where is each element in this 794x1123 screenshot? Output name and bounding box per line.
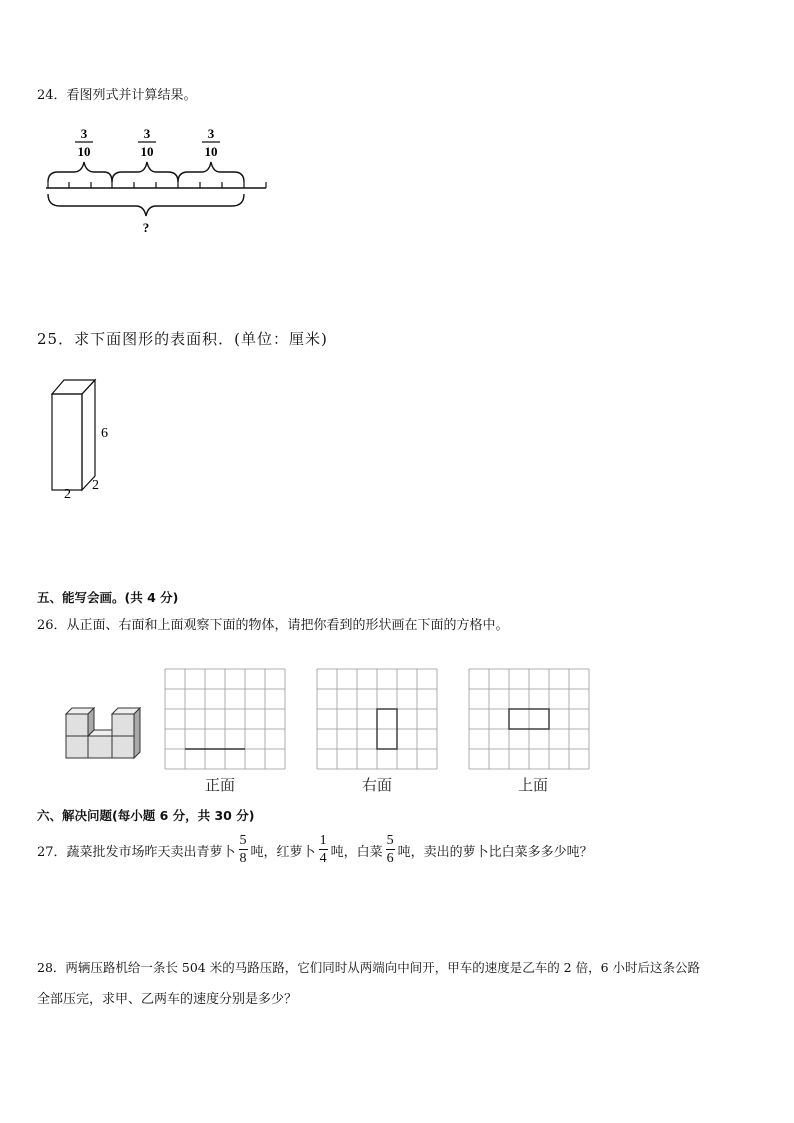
q27-part2: 吨，红萝卜 bbox=[250, 844, 316, 860]
question-28-line2: 全部压完，求甲、乙两车的速度分别是多少？ bbox=[37, 992, 298, 1007]
section-6-title: 六、解决问题(每小题 6 分，共 30 分) bbox=[37, 808, 255, 823]
fraction-five-eighths: $\frac{5}{8}$ bbox=[239, 833, 247, 866]
q27-part3: 吨，白菜 bbox=[330, 844, 383, 860]
fraction-label-3 bbox=[202, 126, 220, 159]
svg-text:3: 3 bbox=[80, 126, 88, 141]
fraction-one-quarter: $\frac{1}{4}$ bbox=[319, 833, 327, 866]
question-28-line1: 28．两辆压路机给一条长 504 米的马路压路，它们同时从两端向中间开，甲车的速度是乙车的 2 倍，6 小时后这条公路 bbox=[37, 960, 701, 975]
top-brace-2 bbox=[112, 162, 178, 182]
section-5-title: 五、能写会画。(共 4 分) bbox=[37, 590, 179, 605]
svg-text:3: 3 bbox=[143, 126, 151, 141]
question-24-number-line bbox=[38, 118, 278, 238]
grid-right-view[interactable] bbox=[316, 668, 440, 772]
cuboid-front-face bbox=[52, 394, 82, 490]
depth-label: 2 bbox=[92, 478, 99, 493]
svg-text:10: 10 bbox=[204, 144, 218, 159]
cuboid-side-face bbox=[82, 380, 95, 490]
number-line-ticks bbox=[48, 182, 266, 188]
caption-front: 正面 bbox=[205, 776, 236, 794]
svg-text:3: 3 bbox=[207, 126, 215, 141]
top-brace-3 bbox=[178, 162, 244, 182]
svg-text:10: 10 bbox=[77, 144, 91, 159]
fraction-five-sixths: $\frac{5}{6}$ bbox=[386, 833, 394, 866]
grid-front-view[interactable] bbox=[164, 668, 288, 772]
caption-top: 上面 bbox=[518, 776, 549, 794]
height-label: 6 bbox=[101, 426, 108, 441]
fraction-label-1 bbox=[75, 126, 93, 159]
q27-part1: 27．蔬菜批发市场昨天卖出青萝卜 bbox=[37, 844, 236, 860]
fraction-label-2 bbox=[138, 126, 156, 159]
question-26-text: 26．从正面、右面和上面观察下面的物体，请把你看到的形状画在下面的方格中。 bbox=[37, 618, 509, 633]
question-27 bbox=[37, 834, 593, 866]
q27-part4: 吨，卖出的萝卜比白菜多多少吨？ bbox=[397, 844, 593, 860]
top-brace-1 bbox=[48, 162, 112, 182]
question-25-text: 25．求下面图形的表面积．(单位：厘米) bbox=[37, 330, 328, 348]
caption-right: 右面 bbox=[362, 776, 393, 794]
cuboid-figure bbox=[44, 376, 124, 502]
question-24-text: 24．看图列式并计算结果。 bbox=[37, 88, 197, 103]
unknown-mark: ? bbox=[142, 220, 150, 235]
bottom-brace bbox=[48, 194, 244, 216]
width-label: 2 bbox=[64, 487, 71, 502]
svg-text:10: 10 bbox=[140, 144, 154, 159]
grid-top-view[interactable] bbox=[468, 668, 592, 772]
cube-object bbox=[62, 704, 146, 766]
